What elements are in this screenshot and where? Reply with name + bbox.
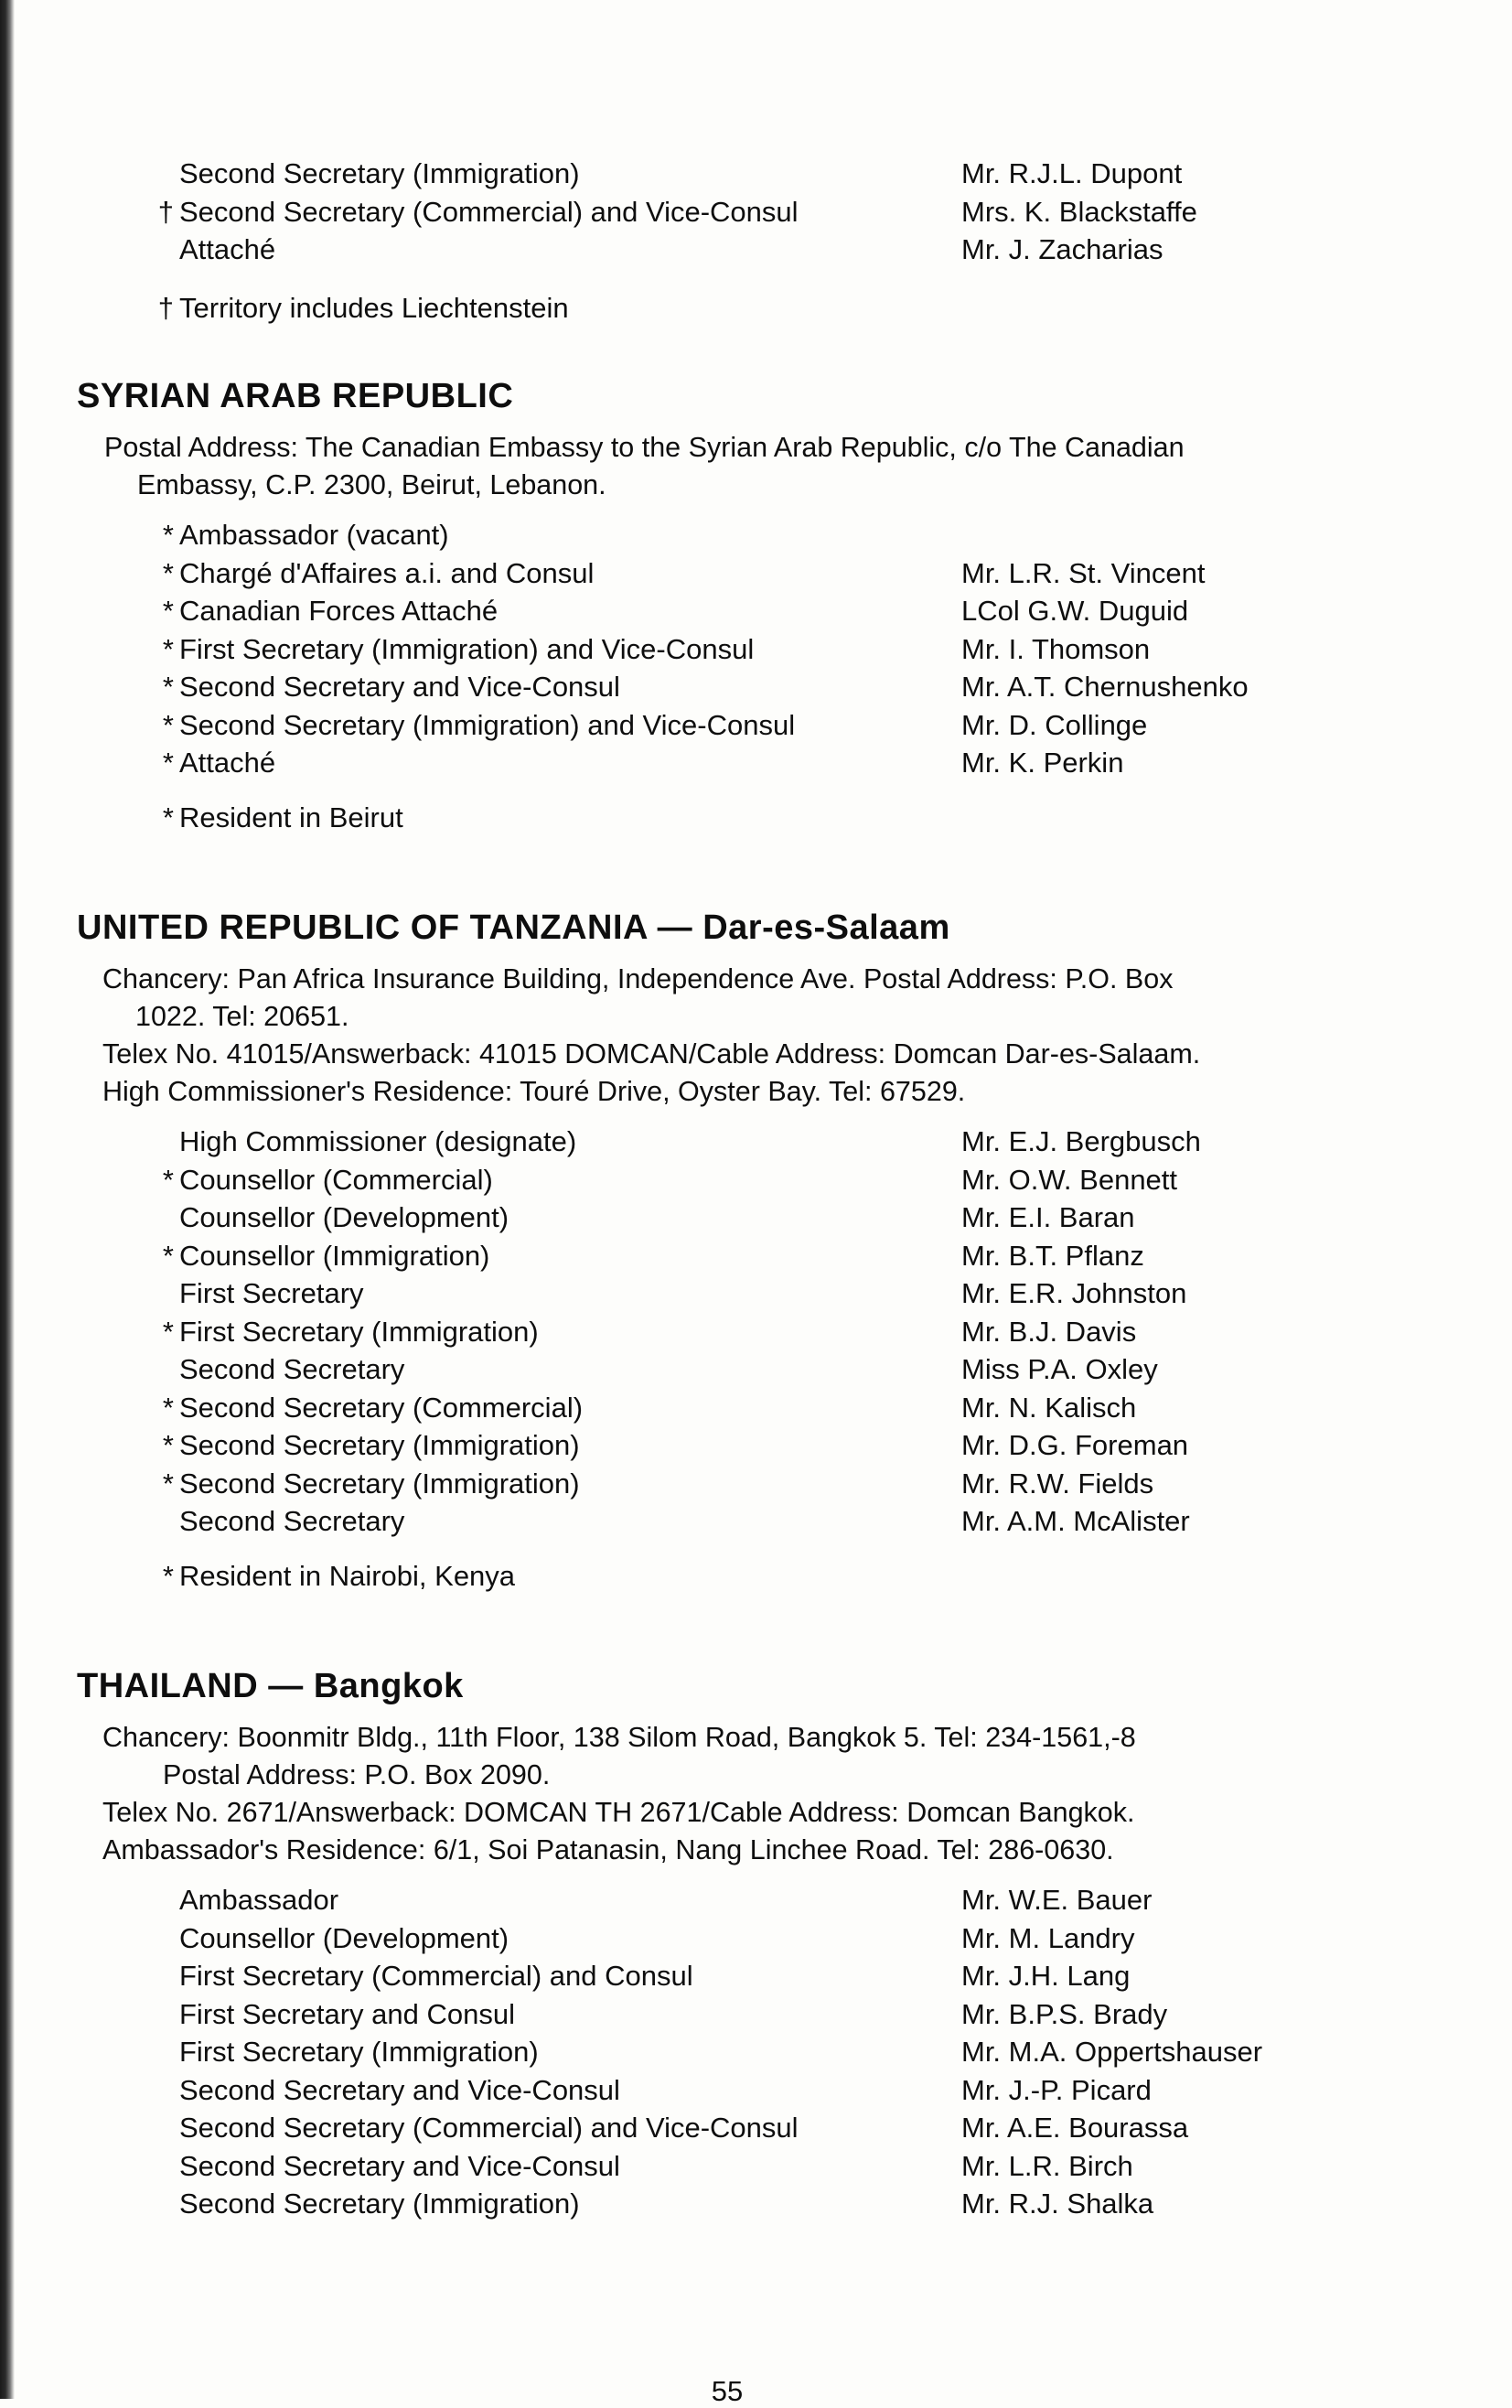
- footnote-marker: *: [162, 632, 174, 665]
- staff-row: [135, 2112, 1376, 2150]
- country-name: UNITED REPUBLIC OF TANZANIA: [77, 908, 648, 947]
- footnote-text: Resident in Beirut: [179, 801, 403, 833]
- staff-name: Mr. W.E. Bauer: [961, 1884, 1153, 1916]
- staff-title: Second Secretary: [179, 1505, 405, 1537]
- staff-name: Mr. N. Kalisch: [961, 1391, 1137, 1424]
- address-line: Postal Address: The Canadian Embassy to the Syrian Arab Republic, c/o The Canadian: [104, 432, 1185, 463]
- staff-name: Mr. R.W. Fields: [961, 1467, 1154, 1500]
- staff-name: Mr. B.T. Pflanz: [961, 1239, 1144, 1272]
- staff-title: First Secretary (Immigration) and Vice-Consul: [179, 632, 755, 665]
- staff-row: [135, 519, 1376, 557]
- staff-row: [135, 1998, 1376, 2037]
- staff-name: Mr. R.J.L. Dupont: [961, 157, 1183, 189]
- address-block: [102, 1719, 1376, 1869]
- address-line: Telex No. 41015/Answerback: 41015 DOMCAN/Cable Address: Domcan Dar-es-Salaam.: [102, 1038, 1201, 1070]
- staff-title: Second Secretary (Immigration): [179, 2188, 580, 2220]
- footnote: [135, 292, 1407, 332]
- staff-name: Mr. M. Landry: [961, 1921, 1135, 1954]
- staff-title: First Secretary (Immigration): [179, 2036, 539, 2068]
- country-name: SYRIAN ARAB REPUBLIC: [77, 377, 514, 415]
- footnote-marker: *: [162, 1429, 174, 1461]
- staff-name: Mr. A.M. McAlister: [961, 1505, 1190, 1537]
- footnote-marker: *: [162, 595, 174, 627]
- staff-row: [135, 1164, 1376, 1202]
- section-syria: [77, 377, 1376, 842]
- staff-row: [135, 2150, 1376, 2188]
- staff-row: [135, 233, 1407, 272]
- address-line: Chancery: Pan Africa Insurance Building, Independence Ave. Postal Address: P.O. Box: [102, 963, 1174, 994]
- staff-name: Mr. M.A. Oppertshauser: [961, 2036, 1263, 2068]
- footnote-marker: *: [162, 1315, 174, 1348]
- footnote-marker: *: [162, 1163, 174, 1196]
- staff-title: High Commissioner (designate): [179, 1125, 577, 1157]
- staff-row: [135, 1505, 1376, 1543]
- staff-name: LCol G.W. Duguid: [961, 595, 1189, 627]
- staff-title: Second Secretary and Vice-Consul: [179, 2149, 620, 2182]
- staff-list: [135, 1884, 1376, 2226]
- staff-name: Mr. L.R. St. Vincent: [961, 556, 1206, 589]
- section-heading: [77, 908, 1376, 948]
- address-line: Chancery: Boonmitr Bldg., 11th Floor, 138 Silom Road, Bangkok 5. Tel: 234-1561,-8: [102, 1722, 1136, 1753]
- staff-row: [135, 1467, 1376, 1506]
- staff-title: Second Secretary (Commercial) and Vice-Consul: [179, 195, 799, 228]
- section-tanzania: [77, 908, 1376, 1600]
- staff-name: Mr. D. Collinge: [961, 708, 1148, 741]
- address-block: [102, 961, 1376, 1111]
- address-block: [104, 429, 1376, 504]
- staff-row: [135, 1960, 1376, 1998]
- footnote-marker: *: [162, 556, 174, 589]
- staff-name: Mr. A.E. Bourassa: [961, 2112, 1189, 2144]
- staff-title: First Secretary and Consul: [179, 1997, 515, 2030]
- footnote-text: Resident in Nairobi, Kenya: [179, 1559, 516, 1592]
- staff-title: Second Secretary (Immigration): [179, 1467, 580, 1500]
- address-line: Ambassador's Residence: 6/1, Soi Patanasin, Nang Linchee Road. Tel: 286-0630.: [102, 1834, 1114, 1865]
- staff-title: First Secretary (Immigration): [179, 1315, 539, 1348]
- country-name: THAILAND: [77, 1667, 259, 1705]
- footnote-marker: *: [162, 747, 174, 779]
- staff-name: Mr. D.G. Foreman: [961, 1429, 1189, 1461]
- continued-staff-list: [135, 157, 1407, 332]
- staff-name: Mr. B.J. Davis: [961, 1315, 1137, 1348]
- staff-name: Mr. K. Perkin: [961, 747, 1124, 779]
- staff-name: Mr. O.W. Bennett: [961, 1163, 1178, 1196]
- address-line: Telex No. 2671/Answerback: DOMCAN TH 2671/Cable Address: Domcan Bangkok.: [102, 1797, 1135, 1828]
- staff-name: Mr. R.J. Shalka: [961, 2188, 1154, 2220]
- staff-title: Second Secretary and Vice-Consul: [179, 2073, 620, 2106]
- staff-title: Attaché: [179, 233, 276, 265]
- staff-title: First Secretary: [179, 1277, 364, 1309]
- footnote-marker: †: [157, 291, 174, 324]
- staff-row: [135, 709, 1376, 747]
- staff-row: [135, 2036, 1376, 2074]
- staff-title: Attaché: [179, 747, 276, 779]
- staff-title: Canadian Forces Attaché: [179, 595, 499, 627]
- staff-title: Second Secretary (Commercial): [179, 1391, 584, 1424]
- footnote-text: Territory includes Liechtenstein: [179, 291, 569, 324]
- page-number: 55: [711, 2375, 744, 2407]
- staff-row: [135, 2188, 1376, 2226]
- staff-row: [135, 157, 1407, 196]
- staff-row: [135, 1353, 1376, 1392]
- staff-title: First Secretary (Commercial) and Consul: [179, 1960, 693, 1992]
- staff-name: Mr. B.P.S. Brady: [961, 1997, 1168, 2030]
- footnote-marker: *: [162, 671, 174, 703]
- staff-row: [135, 2074, 1376, 2112]
- staff-row: [135, 595, 1376, 633]
- staff-list: [135, 1125, 1376, 1600]
- footnote-marker: *: [162, 519, 174, 551]
- staff-name: Mr. L.R. Birch: [961, 2149, 1133, 2182]
- footnote-marker: *: [162, 1239, 174, 1272]
- staff-name: Mr. J.H. Lang: [961, 1960, 1131, 1992]
- address-line: 1022. Tel: 20651.: [135, 1001, 349, 1032]
- footnote-marker: *: [162, 1559, 174, 1592]
- staff-row: [135, 557, 1376, 596]
- staff-row: [135, 1277, 1376, 1316]
- staff-row: [135, 1922, 1376, 1961]
- staff-name: Mr. J.-P. Picard: [961, 2073, 1152, 2106]
- footnote: [135, 801, 1376, 842]
- footnote-marker: *: [162, 1467, 174, 1500]
- city-name: — Bangkok: [268, 1667, 464, 1705]
- footnote: [135, 1560, 1376, 1600]
- staff-title: Counsellor (Immigration): [179, 1239, 490, 1272]
- footnote-marker: *: [162, 708, 174, 741]
- address-line: Embassy, C.P. 2300, Beirut, Lebanon.: [137, 469, 606, 500]
- staff-title: Ambassador (vacant): [179, 519, 449, 551]
- staff-name: Mr. E.J. Bergbusch: [961, 1125, 1201, 1157]
- staff-row: [135, 1125, 1376, 1164]
- staff-name: Mrs. K. Blackstaffe: [961, 195, 1197, 228]
- footnote-marker: *: [162, 1391, 174, 1424]
- staff-name: Mr. E.R. Johnston: [961, 1277, 1187, 1309]
- staff-title: Second Secretary (Immigration): [179, 157, 580, 189]
- staff-row: [135, 1392, 1376, 1430]
- staff-row: [135, 1884, 1376, 1922]
- staff-name: Mr. J. Zacharias: [961, 233, 1163, 265]
- staff-title: Second Secretary: [179, 1353, 405, 1385]
- staff-title: Second Secretary (Immigration): [179, 1429, 580, 1461]
- staff-row: [135, 1201, 1376, 1240]
- section-thailand: [77, 1667, 1376, 2226]
- staff-row: [135, 1429, 1376, 1467]
- scan-binding-edge: [0, 0, 15, 2399]
- staff-title: Ambassador: [179, 1884, 339, 1916]
- staff-row: [135, 1240, 1376, 1278]
- staff-title: Counsellor (Development): [179, 1201, 509, 1233]
- address-line: High Commissioner's Residence: Touré Drive, Oyster Bay. Tel: 67529.: [102, 1076, 966, 1107]
- staff-title: Counsellor (Development): [179, 1921, 509, 1954]
- footnote-marker: †: [157, 195, 174, 228]
- staff-name: Mr. E.I. Baran: [961, 1201, 1135, 1233]
- staff-name: Miss P.A. Oxley: [961, 1353, 1158, 1385]
- section-heading: [77, 1667, 1376, 1706]
- staff-row: [135, 1316, 1376, 1354]
- staff-title: Second Secretary (Commercial) and Vice-Consul: [179, 2112, 799, 2144]
- staff-title: Second Secretary and Vice-Consul: [179, 671, 620, 703]
- staff-row: [135, 196, 1407, 234]
- staff-name: Mr. I. Thomson: [961, 632, 1151, 665]
- address-line: Postal Address: P.O. Box 2090.: [163, 1759, 551, 1790]
- staff-name: Mr. A.T. Chernushenko: [961, 671, 1249, 703]
- staff-list: [135, 519, 1376, 842]
- staff-row: [135, 633, 1376, 672]
- staff-title: Chargé d'Affaires a.i. and Consul: [179, 556, 595, 589]
- staff-row: [135, 671, 1376, 709]
- city-name: — Dar-es-Salaam: [657, 908, 950, 947]
- footnote-marker: *: [162, 801, 174, 833]
- staff-title: Counsellor (Commercial): [179, 1163, 493, 1196]
- staff-row: [135, 747, 1376, 785]
- section-heading: [77, 377, 1376, 416]
- staff-title: Second Secretary (Immigration) and Vice-Consul: [179, 708, 796, 741]
